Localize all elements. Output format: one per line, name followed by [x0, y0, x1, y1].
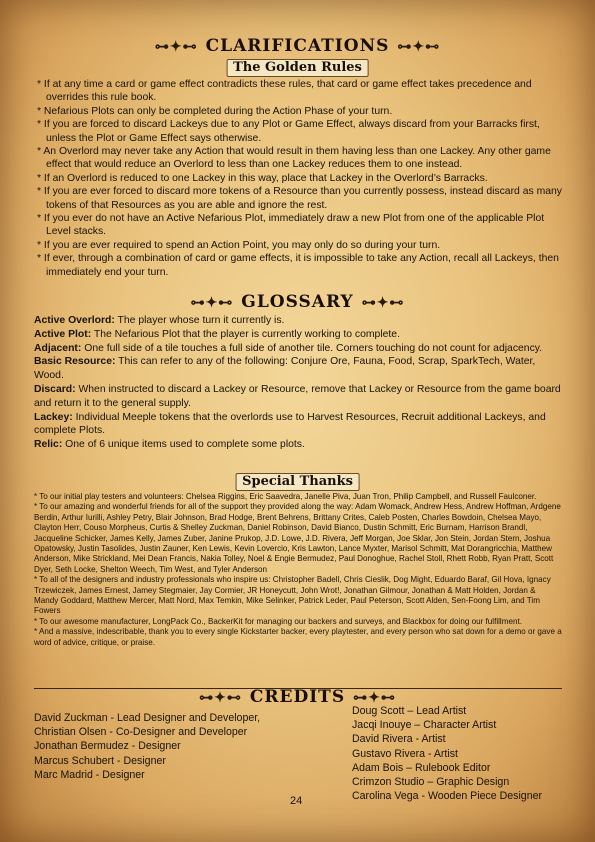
- credit-line: Christian Olsen - Co-Designer and Developer: [34, 726, 248, 739]
- glossary-term: Relic:: [34, 439, 63, 451]
- glossary-term: Active Plot:: [34, 328, 92, 340]
- glossary-definition: One full side of a tile touches a full side of another tile. Corners touching do not count for adjacency.: [81, 342, 543, 354]
- credit-line: Crimzon Studio – Graphic Design: [352, 776, 510, 789]
- credit-line: Jonathan Bermudez - Designer: [34, 740, 181, 753]
- thanks-paragraph: * To our awesome manufacturer, LongPack Co., BackerKit for managing our backers and surveys, and Blackbox for doing our fulfillment.: [34, 616, 522, 626]
- glossary-entry: [34, 438, 562, 452]
- credits-right-column: [352, 704, 542, 803]
- rule-item: * If you are ever required to spend an Action Point, you may only do so during your turn.: [37, 239, 441, 251]
- right-ornament-icon: ⊶✦⊷: [397, 38, 441, 55]
- glossary-entry: [34, 328, 562, 342]
- glossary-term: Lackey:: [34, 411, 73, 423]
- thanks-paragraph: * To all of the designers and industry professionals who inspire us: Christopher Badell, Chris Cieslik, Dog Might, Eduardo Baraf, Gil Hova, Ignacy Trzewiczek, James Ernest, Jamey Stegmaier, Jay Cormier, JR Honeycutt, John Wrot!, Jonathan Gilmour, Jonathan & Matt Holden, Jordan & Mandy Goddard, Matthew Mercer, Matt Nord, Max Temkin, Mike Selinker, Patrick Leder, Paul Peterson, Scott Alden, Sen-Foong Lim, and Tim Fowers: [34, 575, 551, 616]
- glossary-entry: [34, 411, 562, 439]
- rule-item: * If you are forced to discard Lackeys due to any Plot or Game Effect, always discard from your Barracks first, unless the Plot or Game Effect says otherwise.: [37, 119, 540, 144]
- special-thanks-list: [34, 492, 562, 648]
- right-ornament-icon: ⊶✦⊷: [361, 294, 405, 311]
- credits-heading: ⊶✦⊷ CREDITS ⊶✦⊷: [199, 687, 396, 707]
- glossary-definition: This can refer to any of the following: Conjure Ore, Fauna, Food, Scrap, SparkTech, Water, Wood.: [34, 356, 536, 382]
- glossary-term: Active Overlord:: [34, 315, 115, 326]
- glossary-definition: The player whose turn it currently is.: [114, 315, 285, 326]
- golden-rules-list: [34, 78, 566, 279]
- rule-item: * If an Overlord is reduced to one Lackey in this way, place that Lackey in the Overlord’s Barracks.: [37, 172, 488, 184]
- credits-left-column: [34, 711, 260, 782]
- credit-line: Carolina Vega - Wooden Piece Designer: [352, 790, 543, 803]
- glossary-definition: One of 6 unique items used to complete some plots.: [62, 439, 305, 451]
- thanks-paragraph: * To our amazing and wonderful friends for all of the support they provided along the way: Adam Womack, Andrew Hess, Andrew Hoffman, Ardgene Berdin, Arthur Iurilli, Ashley Petry, Blair Johnson, Brad Hodge, Brent Behrens, Brittany Crites, Caleb Posten, Charles Bowdoin, Chelsea Mayo, Clayton Herr, Couso Morpheus, Curtis & Shelley Zuckman, Daniel Robinson, David Bianco, Dustin Schmitt, Eric Burnam, Harrison Brandl, Jacqueline Schicker, James Kelly, James Zuber, Janine Prukop, J.D. Lowe, J.D. Rivera, Jeff Morgan, Joe Sklar, Jon Stein, Jordan Stern, Joshua Opatowsky, Justin Tasolides, Justin Zauner, Ken Lewis, Kevin Lovercio, Kris Lawton, Lance Myxter, Marisol Schmitt, Mat Dorangricchia, Matthew Anderson, Mike Strickland, Mei Dean Francis, Nakia Tolley, Noel & Engie Bermudez, Paul Donoghue, Rachel Stoll, Rhett Robb, Ryan Pratt, Scott Dyer, Seth Locke, Shelton Weech, Tim West, and Tyler Anderson: [34, 502, 561, 574]
- special-thanks-subheading: Special Thanks: [235, 473, 360, 491]
- thanks-paragraph: * To our initial play testers and volunteers: Chelsea Riggins, Eric Saavedra, Janelle Piva, Juan Tron, Philip Campbell, and Russell Faulconer.: [34, 492, 537, 501]
- glossary-heading: ⊶✦⊷ GLOSSARY ⊶✦⊷: [190, 292, 405, 312]
- glossary-entry: [34, 314, 562, 328]
- credit-line: Doug Scott – Lead Artist: [352, 705, 467, 717]
- left-ornament-icon: ⊶✦⊷: [154, 38, 198, 55]
- credit-line: Gustavo Rivera - Artist: [352, 747, 458, 760]
- rule-item: * If you are ever forced to discard more tokens of a Resource than you currently possess, instead discard as many tokens of that Resources as you are able and ignore the rest.: [37, 186, 562, 211]
- credit-line: David Zuckman - Lead Designer and Developer,: [34, 712, 261, 724]
- rule-item: * Nefarious Plots can only be completed during the Action Phase of your turn.: [37, 105, 393, 117]
- glossary-entry: [34, 342, 562, 356]
- credit-line: Jacqi Inouye – Character Artist: [352, 719, 497, 732]
- glossary-entry: [34, 383, 562, 411]
- rule-item: * If ever, through a combination of card or game effects, it is impossible to take any Action, recall all Lackeys, then immediately end your turn.: [37, 253, 559, 278]
- credit-line: David Rivera - Artist: [352, 733, 446, 746]
- left-ornament-icon: ⊶✦⊷: [199, 689, 242, 706]
- left-ornament-icon: ⊶✦⊷: [190, 294, 234, 311]
- right-ornament-icon: ⊶✦⊷: [353, 689, 396, 706]
- glossary-list: [34, 314, 562, 452]
- glossary-term: Basic Resource:: [34, 356, 116, 368]
- clarifications-heading: ⊶✦⊷ CLARIFICATIONS ⊶✦⊷: [154, 36, 441, 56]
- glossary-definition: Individual Meeple tokens that the overlords use to Harvest Resources, Recruit additional Lackeys, and complete Plots.: [34, 411, 546, 437]
- page-number: 24: [290, 795, 303, 807]
- glossary-term: Adjacent:: [34, 342, 82, 354]
- glossary-entry: [34, 355, 562, 383]
- glossary-definition: When instructed to discard a Lackey or Resource, remove that Lackey or Resource from the game board and return it to the general supply.: [34, 383, 561, 409]
- rule-item: * If at any time a card or game effect contradicts these rules, that card or game effect takes precedence and overrides this rule book.: [37, 79, 532, 104]
- rule-item: * If you ever do not have an Active Nefarious Plot, immediately draw a new Plot from one of the applicable Plot Level stacks.: [37, 213, 545, 238]
- glossary-term: Discard:: [34, 383, 76, 395]
- credit-line: Adam Bois – Rulebook Editor: [352, 761, 491, 774]
- credit-line: Marcus Schubert - Designer: [34, 754, 166, 767]
- golden-rules-subheading: The Golden Rules: [226, 59, 369, 77]
- thanks-paragraph: * And a massive, indescribable, thank you to every single Kickstarter backer, every playtester, and every person who sat down for a demo or gave a word of advice, critique, or praise.: [34, 627, 562, 647]
- credit-line: Marc Madrid - Designer: [34, 768, 145, 781]
- glossary-definition: The Nefarious Plot that the player is currently working to complete.: [91, 328, 400, 340]
- rule-item: * An Overlord may never take any Action that would result in them having less than one Lackey. Any other game effect that would reduce an Overlord to less than one Lackey reduces them to one instead.: [37, 146, 551, 171]
